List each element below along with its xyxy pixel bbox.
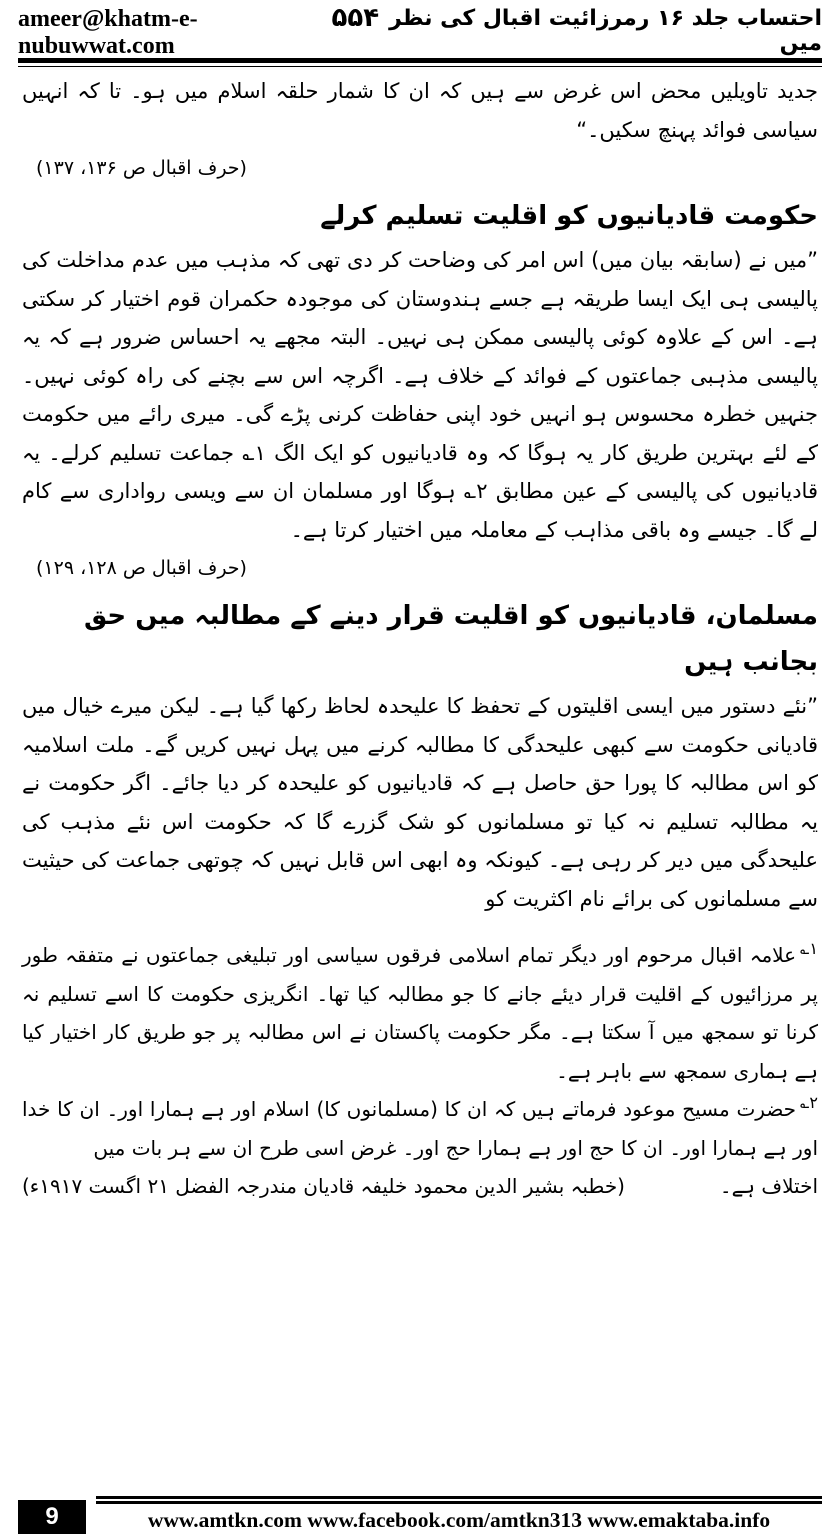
footnote-2-end-row xyxy=(22,1167,818,1206)
header-rule-thick xyxy=(18,58,822,63)
header-rule-thin xyxy=(18,66,822,67)
section2-heading: مسلمان، قادیانیوں کو اقلیت قرار دینے کے مطالبہ میں حق بجانب ہیں xyxy=(84,601,818,677)
page-header xyxy=(18,2,822,59)
header-left xyxy=(18,3,379,60)
footnote-2-marker: ۲؎ xyxy=(800,1093,818,1113)
footnote-1-marker: ۱؎ xyxy=(800,939,818,959)
intro-citation xyxy=(22,149,818,187)
footnote-separator xyxy=(22,918,818,936)
section1-citation-text: (حرف اقبال ص ۱۲۸، ۱۲۹) xyxy=(36,557,247,579)
header-page-number: ۵۵۴ xyxy=(331,2,380,33)
footnote-1 xyxy=(22,936,818,1090)
footnote-2 xyxy=(22,1090,818,1167)
footnote-2-end: اختلاف ہے۔ xyxy=(719,1174,818,1198)
header-email[interactable]: ameer@khatm-e-nubuwwat.com xyxy=(18,5,198,59)
footnote-2-citation: (خطبہ بشیر الدین محمود خلیفہ قادیان مندرجہ الفضل ۲۱ اگست ۱۹۱۷ء) xyxy=(22,1174,625,1198)
intro-paragraph: جدید تاویلیں محض اس غرض سے ہیں کہ ان کا شمار حلقہ اسلام میں ہو۔ تا کہ انہیں سیاسی فوائد پہنچ سکیں۔“ xyxy=(22,79,818,142)
footer-folio: 9 xyxy=(18,1500,86,1534)
footnote-1-text: علامہ اقبال مرحوم اور دیگر تمام اسلامی فرقوں سیاسی اور تبلیغی جماعتوں نے متفقہ طور پر مرزائیوں کے اقلیت قرار دیئے جانے کا جو مطالبہ کیا تھا۔ انگریزی حکومت کا اسے تسلیم نہ کرنا تو سمجھ میں آ سکتا ہے۔ مگر حکومت پاکستان نے اس مطالبہ پر جو طریق کار اختیار کیا ہے ہماری سمجھ سے باہر ہے۔ xyxy=(22,943,818,1083)
intro-citation-text: (حرف اقبال ص ۱۳۶، ۱۳۷) xyxy=(36,157,247,179)
header-book-title: احتساب جلد ۱۶ رمرزائیت اقبال کی نظر میں xyxy=(389,6,822,56)
section2-paragraph: ”نئے دستور میں ایسی اقلیتوں کے تحفظ کا علیحدہ لحاظ رکھا گیا ہے۔ لیکن میرے خیال میں قادیانی حکومت سے کبھی علیحدگی کا مطالبہ کرنے میں پہل نہیں کریں گے۔ ملت اسلامیہ کو اس مطالبہ کا پورا حق حاصل ہے کہ قادیانیوں کو علیحدہ کر دیا جائے۔ اگر حکومت نے یہ مطالبہ تسلیم نہ کیا تو مسلمانوں کو شک گزرے گا کہ حکومت اس نئے مذہب کی علیحدگی میں دیر کر رہی ہے۔ کیونکہ وہ ابھی اس قابل نہیں کہ چوتھی جماعت کی حیثیت سے مسلمانوں کی برائے نام اکثریت کو xyxy=(22,694,818,911)
section1-paragraph: ”میں نے (سابقہ بیان میں) اس امر کی وضاحت کر دی تھی کہ مذہب میں عدم مداخلت کی پالیسی ہی ایک ایسا طریقہ ہے جسے ہندوستان کی موجودہ حکمران قوم اختیار کر سکتی ہے۔ اس کے علاوہ کوئی پالیسی ممکن ہی نہیں۔ البتہ مجھے یہ احساس ضرور ہے کہ یہ پالیسی مذہبی جماعتوں کے فوائد کے خلاف ہے۔ اگرچہ اس سے بچنے کی راہ کوئی نہیں۔ جنہیں خطرہ محسوس ہو انہیں خود اپنی حفاظت کرنی پڑے گی۔ میری رائے میں حکومت کے لئے بہترین طریق کار یہ ہوگا کہ وہ قادیانیوں کو ایک الگ ۱؎ جماعت تسلیم کرلے۔ یہ قادیانیوں کی پالیسی کے عین مطابق ۲؎ ہوگا اور مسلمان ان سے ویسی رواداری سے کام لے گا۔ جیسے وہ باقی مذاہب کے معاملہ میں اختیار کرتا ہے۔ xyxy=(22,248,818,542)
footnote-2-text: حضرت مسیح موعود فرماتے ہیں کہ ان کا (مسلمانوں کا) اسلام اور ہے ہمارا اور۔ ان کا خدا اور ہے ہمارا اور۔ ان کا حج اور ہے ہمارا حج اور۔ غرض اسی طرح ان سے ہر بات میں xyxy=(22,1097,818,1160)
footer-rule-1 xyxy=(96,1496,822,1499)
section1-citation xyxy=(22,549,818,587)
section1-heading: حکومت قادیانیوں کو اقلیت تسلیم کرلے xyxy=(320,201,818,231)
footer-links[interactable]: www.amtkn.com www.facebook.com/amtkn313 www.emaktaba.info xyxy=(147,1508,771,1532)
footer-rule-2 xyxy=(96,1501,822,1504)
page-body xyxy=(22,72,818,1206)
